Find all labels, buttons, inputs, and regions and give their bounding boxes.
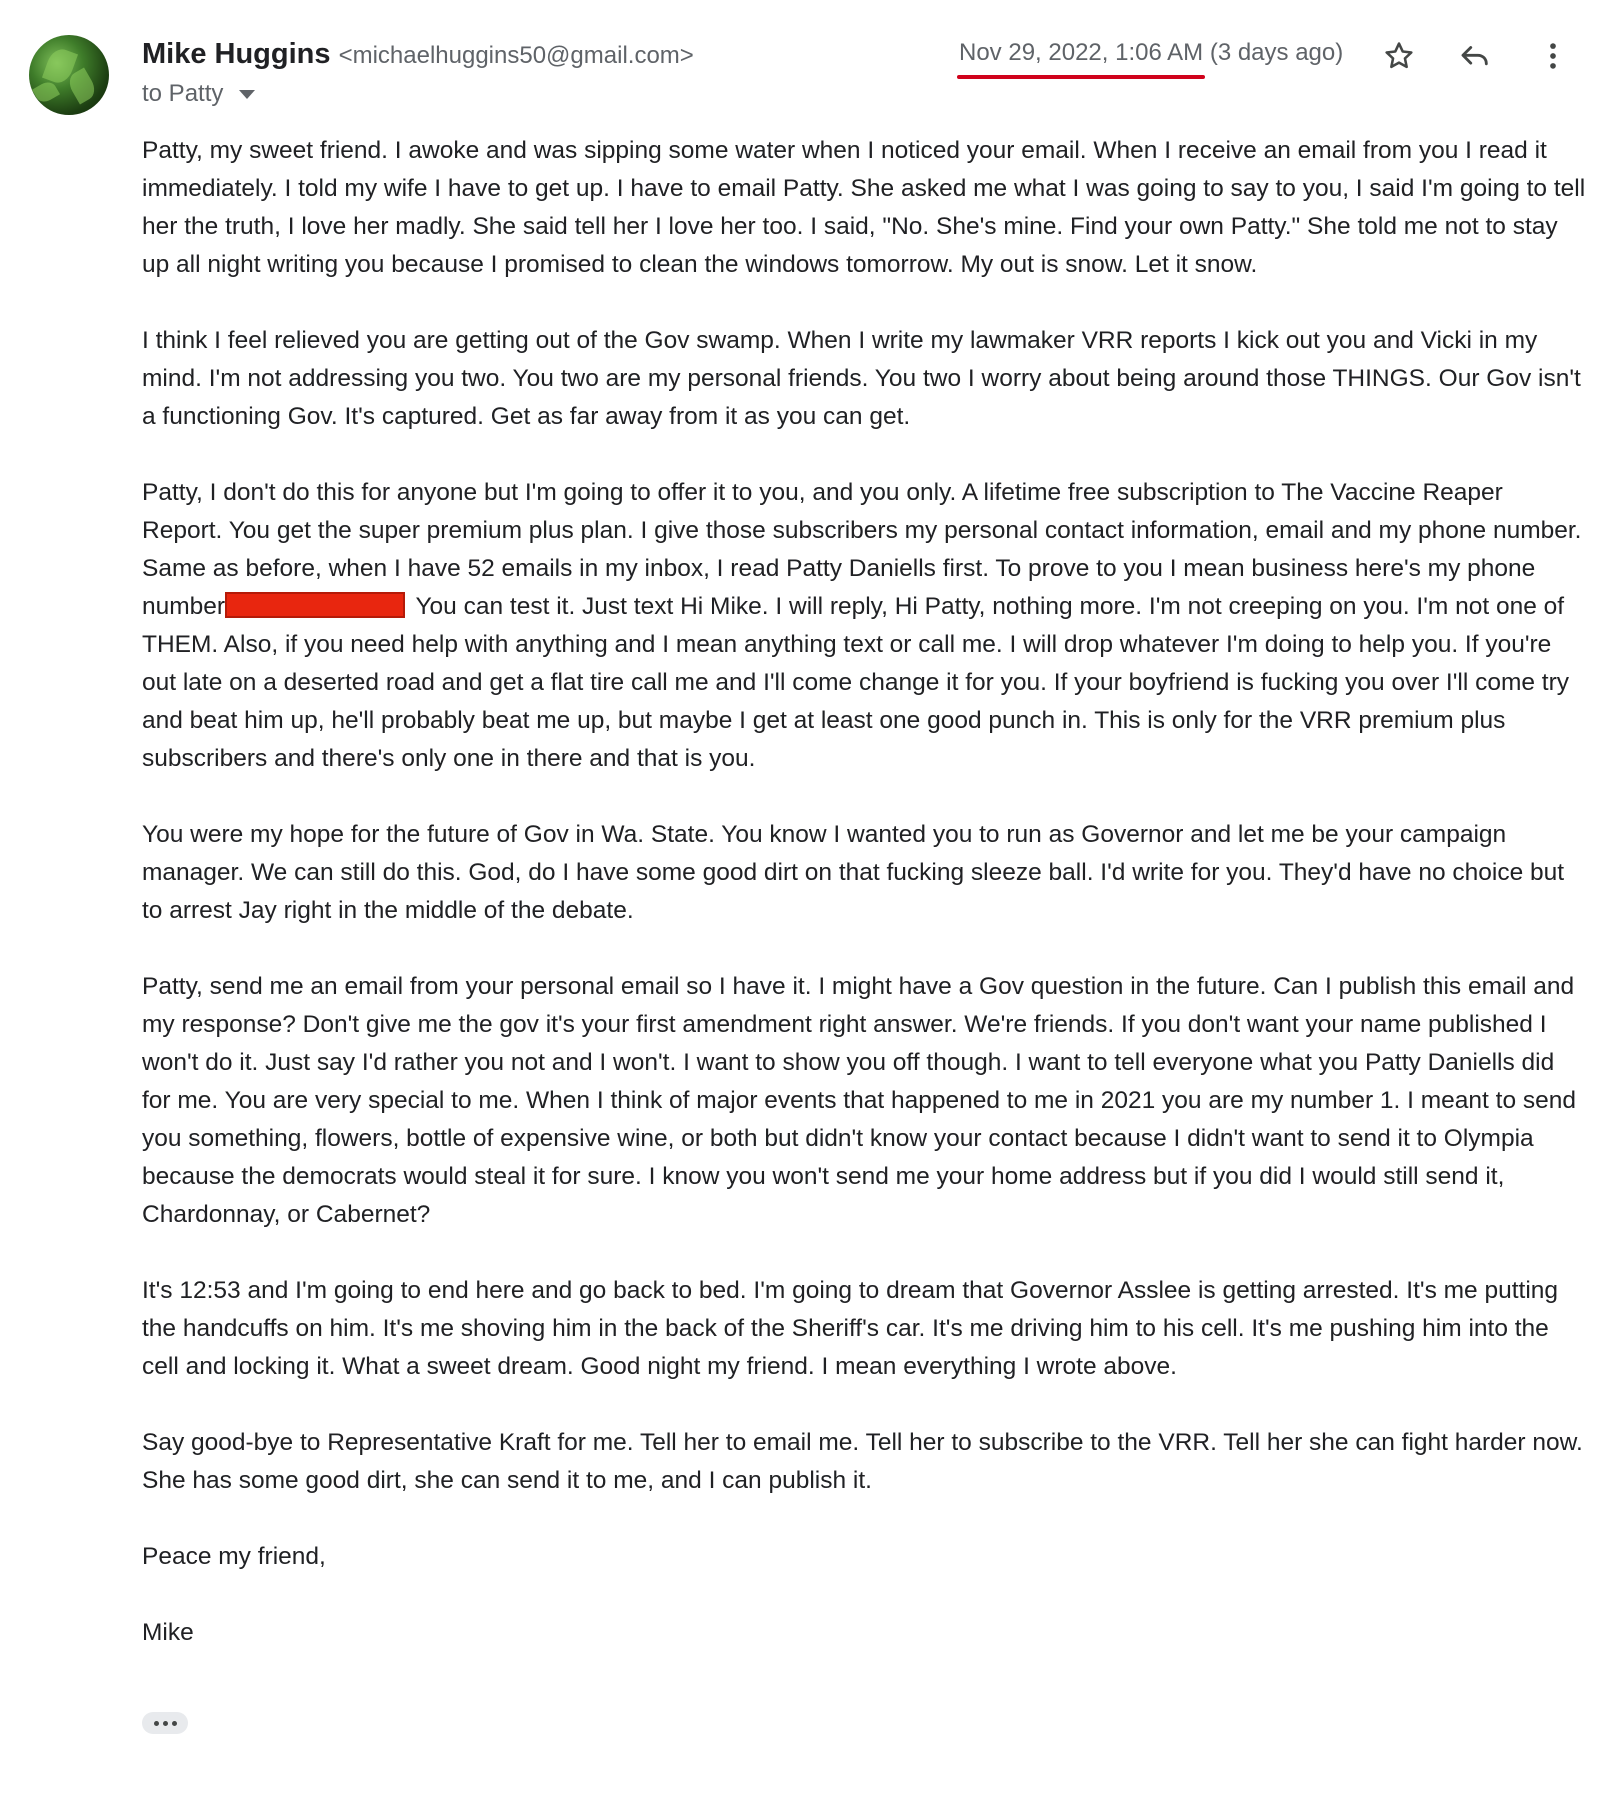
ellipsis-icon — [154, 1721, 159, 1726]
message-paragraph: It's 12:53 and I'm going to end here and go back to bed. I'm going to dream that Governor Asslee is getting arrested. It's me putting the handcuffs on him. It's me shoving him in the back of the Sheriff's car. It's me driving him to his cell. It's me pushing him into the cell and locking it. What a sweet dream. Good night my friend. I mean everything I wrote above. — [142, 1277, 1559, 1380]
sender-email: <michaelhuggins50@gmail.com> — [338, 42, 694, 69]
recipient-details-toggle[interactable] — [142, 80, 255, 108]
message-closing: Peace my friend, — [142, 1543, 326, 1570]
sender-line — [142, 38, 694, 71]
message-paragraph: Patty, send me an email from your personal email so I have it. I might have a Gov question in the future. Can I publish this email and my response? Don't give me the gov it's your first amendment right answer. We're friends. If you don't want your name published I won't do it. Just say I'd rather you not and I won't. I want to show you off though. I want to tell everyone what you Patty Daniells did for me. You are very special to me. When I think of major events that happened to me in 2021 you are my number 1. I meant to send you something, flowers, bottle of expensive wine, or both but didn't know your contact because I didn't want to send it to Olympia because the democrats would steal it for sure. I know you won't send me your home address but if you did I would still send it, Chardonnay, or Cabernet? — [142, 973, 1577, 1228]
star-icon — [1382, 39, 1416, 73]
sender-name[interactable]: Mike Huggins — [142, 38, 331, 70]
message-paragraph-part: You can test it. Just text Hi Mike. I will reply, Hi Patty, nothing more. I'm not creeping on you. I'm not one of THEM. Also, if you need help with anything and I mean anything text or call me. I will drop whatever I'm doing to help you. If you're out late on a deserted road and get a flat tire call me and I'll come change it for you. If your boyfriend is fucking you over I'll come try and beat him up, he'll probably beat me up, but maybe I get at least one good punch in. This is only for the VRR premium plus subscribers and there's only one in there and that is you. — [142, 593, 1570, 772]
reply-icon — [1458, 39, 1492, 73]
ellipsis-icon — [163, 1721, 168, 1726]
avatar[interactable] — [29, 35, 109, 115]
message-paragraph — [142, 474, 1587, 778]
reply-button[interactable] — [1455, 36, 1495, 76]
ellipsis-icon — [172, 1721, 177, 1726]
date-underline-annotation — [957, 75, 1205, 79]
message-paragraph: Patty, my sweet friend. I awoke and was sipping some water when I noticed your email. When I receive an email from you I read it immediately. I told my wife I have to get up. I have to email Patty. She asked me what I was going to say to you, I said I'm going to tell her the truth, I love her madly. She said tell her I love her too. I said, "No. She's mine. Find your own Patty." She told me not to stay up all night writing you because I promised to clean the windows tomorrow. My out is snow. Let it snow. — [142, 137, 1586, 278]
more-options-button[interactable] — [1533, 36, 1573, 76]
more-vert-icon — [1536, 39, 1570, 73]
chevron-down-icon[interactable] — [239, 90, 255, 99]
message-paragraph-part: Patty, I don't do this for anyone but I'm going to offer it to you, and you only. A lifetime free subscription to The Vaccine Reaper Report. You get the super premium plus plan. I give those subscribers my personal contact information, email and my phone number. Same as before, when I have 52 emails in my inbox, I read Patty Daniells first. To prove to you I mean business here's my phone number — [142, 479, 1582, 620]
message-date: Nov 29, 2022, 1:06 AM (3 days ago) — [959, 39, 1344, 66]
show-trimmed-content-button[interactable] — [142, 1712, 188, 1734]
star-button[interactable] — [1379, 36, 1419, 76]
message-paragraph: Say good-bye to Representative Kraft for me. Tell her to email me. Tell her to subscribe to the VRR. Tell her she can fight harder now. She has some good dirt, she can send it to me, and I can publish it. — [142, 1429, 1583, 1494]
message-signature: Mike — [142, 1619, 194, 1646]
message-paragraph: You were my hope for the future of Gov in Wa. State. You know I wanted you to run as Governor and let me be your campaign manager. We can still do this. God, do I have some good dirt on that fucking sleeze ball. I'd write for you. They'd have no choice but to arrest Jay right in the middle of the debate. — [142, 821, 1565, 924]
message-paragraph: I think I feel relieved you are getting out of the Gov swamp. When I write my lawmaker VRR reports I kick out you and Vicki in my mind. I'm not addressing you two. You two are my personal friends. You two I worry about being around those THINGS. Our Gov isn't a functioning Gov. It's captured. Get as far away from it as you can get. — [142, 327, 1581, 430]
message-body — [142, 132, 1587, 1690]
redacted-phone-number — [225, 592, 405, 618]
recipient-label: to Patty — [142, 80, 224, 107]
